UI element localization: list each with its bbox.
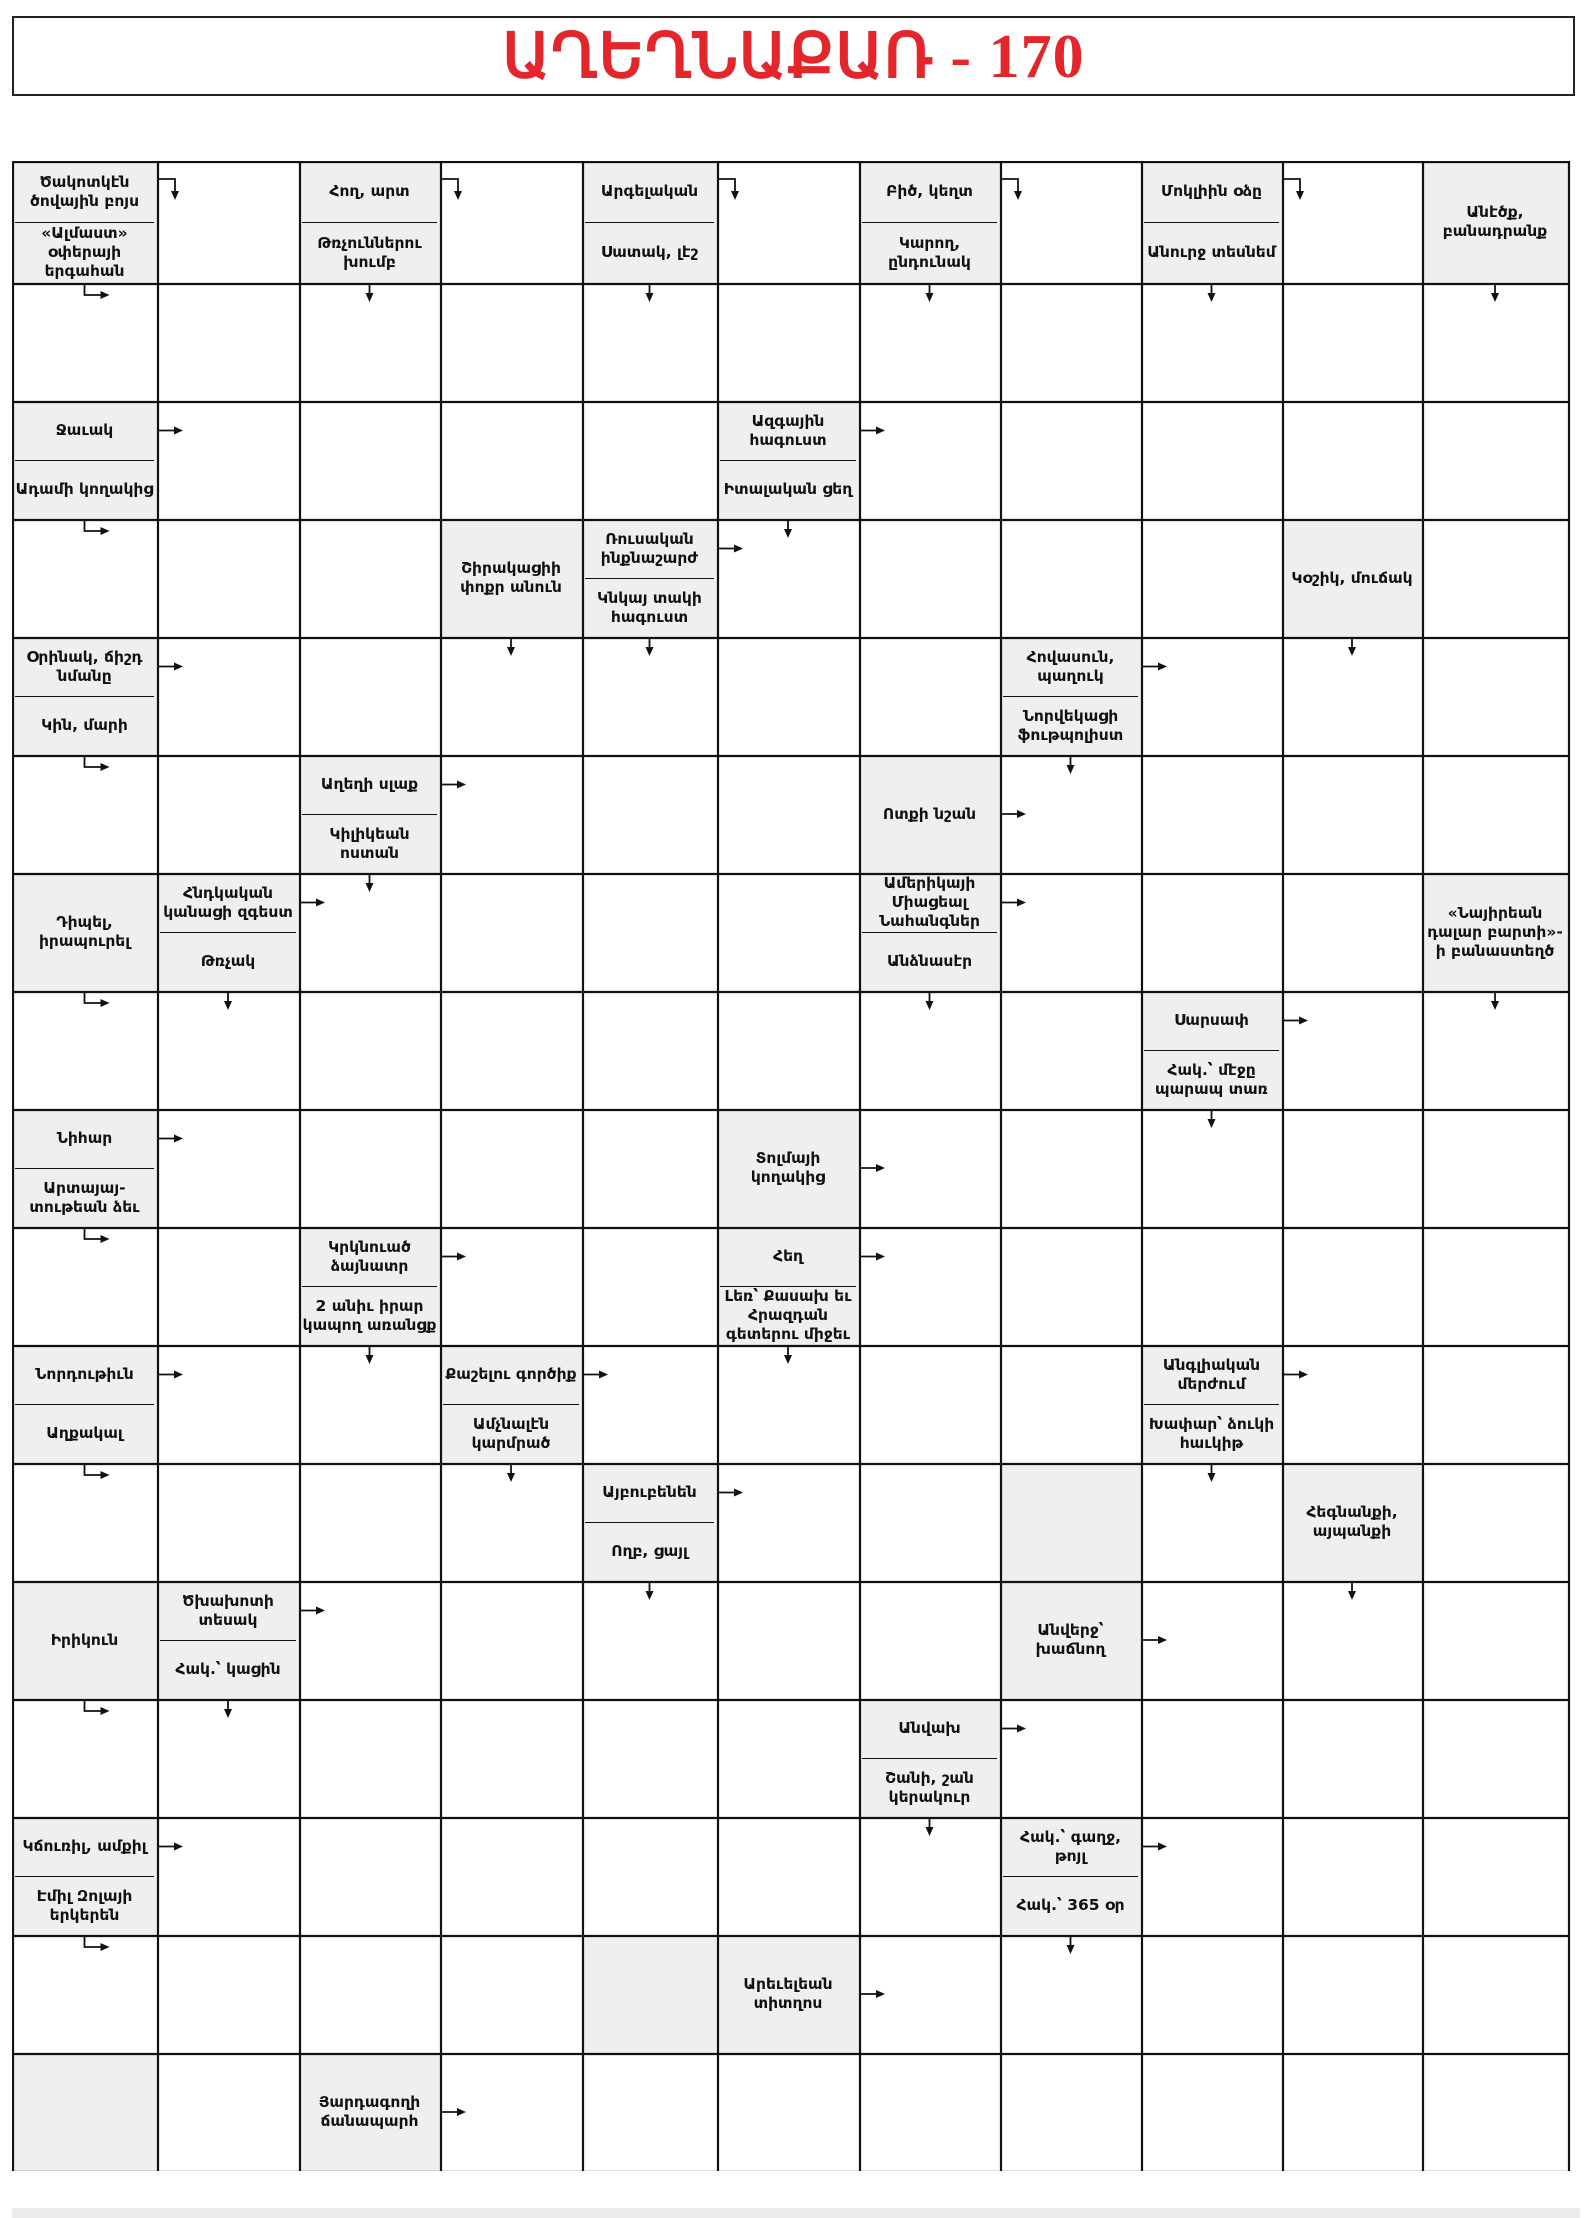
arrow-icon (366, 1345, 374, 1364)
arrow-icon (366, 873, 374, 892)
clue-text: «Ալմաստ» օփերայի երգահան (41, 224, 128, 280)
arrow-icon (299, 899, 325, 907)
arrow-icon (85, 1699, 110, 1715)
arrow-icon (859, 427, 885, 435)
clue-text: Տոլմայի կողակից (750, 1149, 826, 1186)
arrow-icon (926, 1817, 934, 1836)
clue-text: Բիծ, կեղտ (886, 182, 973, 200)
arrow-icon (507, 1463, 515, 1482)
clue-text: Յարդագողի ճանապարհ (318, 2093, 421, 2130)
clue-text: Անէծք, բանադրանք (1442, 203, 1548, 240)
clue-text: Նիհար (56, 1129, 113, 1147)
clue-text: Հնդկական կանացի զգեստ (163, 883, 293, 921)
clue-text: Հակ.՝ մէջը պարապ տառ (1155, 1060, 1268, 1098)
arrow-icon (1000, 1725, 1026, 1733)
clue-text: Արտայայ- տութեան ձեւ (29, 1178, 140, 1216)
clue-text: Հակ.՝ կացին (175, 1660, 281, 1678)
arrow-icon (85, 283, 110, 299)
arrow-icon (1141, 1636, 1167, 1644)
clue-text: Անվերջ՝ խաճնող (1035, 1621, 1106, 1658)
arrow-icon (157, 663, 183, 671)
clue-text: Հեգնանքի, այպանքի (1306, 1503, 1398, 1540)
arrow-icon (157, 1371, 183, 1379)
arrow-icon (85, 1227, 110, 1243)
arrow-icon (646, 1581, 654, 1600)
arrow-icon (299, 1607, 325, 1615)
arrow-icon (1348, 637, 1356, 656)
arrow-icon (646, 637, 654, 656)
arrow-icon (85, 1935, 110, 1951)
clue-text: Ծխախոտի տեսակ (182, 1591, 274, 1629)
arrow-icon (366, 283, 374, 302)
page-title: ԱՂԵՂՆԱՔԱՌ - 170 (502, 23, 1085, 91)
grid-lines (12, 161, 1572, 2171)
clue-text: Ծակոտկէն ծովային բոյս (29, 172, 140, 210)
arrow-icon (440, 781, 466, 789)
arrow-icon (224, 991, 232, 1010)
clue-text: Օրինակ, ճիշդ նմանը (26, 647, 143, 685)
arrow-icon (440, 2108, 466, 2116)
clue-text: Ռուսական ինքնաշարժ (600, 529, 699, 567)
clue-text: Ամերիկայի Միացեալ Նահանգներ (879, 874, 980, 930)
arrow-icon (1208, 1109, 1216, 1128)
arrow-icon (784, 1345, 792, 1364)
clue-text: Հեղ (773, 1247, 803, 1265)
arrow-icon (224, 1699, 232, 1718)
clue-text: Սատակ, լէշ (600, 243, 699, 261)
clue-text: Հակ.՝ 365 օր (1016, 1896, 1125, 1914)
title-banner (12, 16, 1575, 96)
arrow-icon (717, 179, 739, 200)
clue-text: Անձնասէր (886, 952, 973, 970)
clue-text: Թռչուններու խումբ (317, 233, 422, 271)
arrow-icon (1141, 663, 1167, 671)
clue-text: Արեւելեան տիտղոս (743, 1975, 833, 2012)
arrow-icon (440, 1253, 466, 1261)
arrow-icon (926, 283, 934, 302)
arrow-icon (1491, 283, 1499, 302)
clue-text: Սարսափ (1174, 1011, 1249, 1029)
arrow-icon (859, 1164, 885, 1172)
arrow-icon (85, 1463, 110, 1479)
clue-text: Ամչնալէն կարմրած (471, 1414, 551, 1452)
arrow-icon (1000, 899, 1026, 907)
arrow-icon (440, 179, 462, 200)
arrow-icon (1208, 1463, 1216, 1482)
arrow-icon (157, 179, 179, 200)
arrow-icon (507, 637, 515, 656)
clue-text: Ադամի կողակից (15, 480, 154, 498)
arrow-icon (85, 755, 110, 771)
clue-text: 2 անիւ իրար կապող առանցք (302, 1296, 437, 1334)
arrow-icon (157, 1135, 183, 1143)
arrow-icon (784, 519, 792, 538)
clue-text: Կին, մարի (41, 716, 128, 734)
clue-text: Կիլիկեան ոստան (329, 824, 410, 862)
arrow-icon (582, 1371, 608, 1379)
arrow-icon (85, 991, 110, 1007)
clue-text: Այբուբենեն (602, 1483, 697, 1501)
bottom-band (12, 2208, 1580, 2218)
arrow-icon (859, 1990, 885, 1998)
clue-text: Լեռ՝ Քասախ եւ Հրազդան գետերու միջեւ (724, 1287, 852, 1343)
clue-text: Կրկնուած ձայնատր (328, 1237, 411, 1275)
arrow-icon (926, 991, 934, 1010)
arrow-icon (1348, 1581, 1356, 1600)
arrow-icon (1491, 991, 1499, 1010)
clue-text: Կօշիկ, մուճակ (1291, 568, 1413, 587)
arrow-icon (85, 519, 110, 535)
arrow-icon (1067, 755, 1075, 774)
arrow-icon (1282, 1371, 1308, 1379)
arrow-icon (157, 427, 183, 435)
clue-text: «Նայիրեան դալար բարտի»-ի բանաստեղծ (1427, 903, 1563, 960)
clue-text: Հակ.՝ գաղջ, թոյլ (1020, 1827, 1121, 1865)
clue-text: Ազգային հագուստ (749, 411, 827, 449)
clue-text: Անուրջ տեսնեմ (1147, 243, 1276, 261)
arrow-icon (646, 283, 654, 302)
clue-text: Կնկայ տակի հագուստ (597, 588, 702, 626)
clue-text: Կճուռիլ, ամքիլ (22, 1837, 147, 1855)
clue-text: Հովասուն, պաղուկ (1026, 647, 1115, 685)
clue-text: Դիպել, իրապուրել (38, 913, 131, 950)
clue-text: Քաշելու գործիք (445, 1365, 577, 1383)
arrow-icon (1282, 179, 1304, 200)
clue-text: Նորվեկացի ֆութպոլիստ (1017, 706, 1124, 744)
clue-text: Աղքակալ (46, 1424, 123, 1442)
arrow-icon (859, 1253, 885, 1261)
arrow-icon (1000, 179, 1022, 200)
clue-text: Նորդութիւն (35, 1365, 134, 1383)
clue-text: Թռչակ (200, 952, 256, 970)
clue-text: Իրիկուն (50, 1630, 119, 1649)
clue-text: Մոկլիին օձը (1161, 182, 1262, 200)
arrow-icon (157, 1843, 183, 1851)
arrow-icon (1141, 1843, 1167, 1851)
clue-text: Ոտքի նշան (882, 804, 977, 823)
arrow-icon (1208, 283, 1216, 302)
clue-text: Շիրակացիի փոքր անուն (460, 559, 562, 596)
arrow-icon (717, 545, 743, 553)
arrow-icon (1000, 810, 1026, 818)
clue-text: Արգելական (600, 182, 699, 200)
clue-text: Խափար՝ ձուկի հաւկիթ (1148, 1414, 1275, 1452)
clue-text: Իտալական ցեղ (723, 480, 853, 498)
clue-text: Անգլիական մերժում (1162, 1355, 1261, 1393)
clue-text: Կարող, ընդունակ (888, 233, 971, 271)
arrow-icon (1282, 1017, 1308, 1025)
clue-text: Հող, արտ (329, 182, 410, 200)
clue-text: Ողբ, ցայլ (611, 1542, 688, 1560)
clue-text: Անվախ (898, 1719, 961, 1737)
clue-text: Էմիլ Զոլայի երկերեն (36, 1886, 133, 1924)
arrow-icon (717, 1489, 743, 1497)
clue-text: Շանի, շան կերակուր (885, 1768, 974, 1806)
clue-text: Ջաւակ (55, 421, 114, 439)
clue-text: Աղեղի սլաք (320, 775, 419, 793)
arrow-icon (1067, 1935, 1075, 1954)
